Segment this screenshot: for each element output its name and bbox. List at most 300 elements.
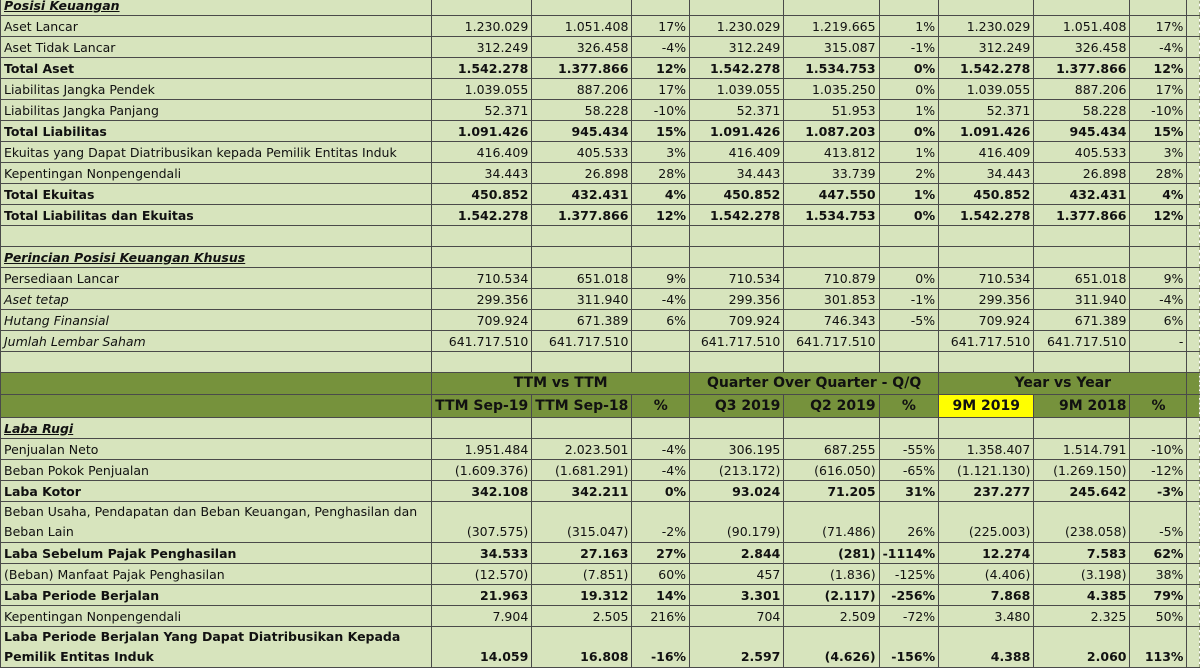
spreadsheet-cell[interactable] bbox=[879, 418, 939, 439]
value-cell[interactable]: 704 bbox=[690, 606, 784, 627]
row-label-cell[interactable]: Liabilitas Jangka Pendek bbox=[1, 79, 432, 100]
value-cell[interactable]: 52.371 bbox=[690, 100, 784, 121]
value-cell[interactable]: 945.434 bbox=[1034, 121, 1130, 142]
row-label-cell[interactable]: Kepentingan Nonpengendali bbox=[1, 606, 432, 627]
spreadsheet-cell[interactable] bbox=[1187, 585, 1200, 606]
value-cell[interactable]: 1.091.426 bbox=[432, 121, 532, 142]
spreadsheet-cell[interactable] bbox=[1130, 0, 1187, 16]
value-cell[interactable]: 301.853 bbox=[784, 289, 879, 310]
value-cell[interactable]: 7.868 bbox=[939, 585, 1034, 606]
spreadsheet-cell[interactable] bbox=[1034, 247, 1130, 268]
value-cell[interactable]: (2.117) bbox=[784, 585, 879, 606]
value-cell[interactable]: 12% bbox=[1130, 58, 1187, 79]
value-cell[interactable]: (1.836) bbox=[784, 564, 879, 585]
spreadsheet-cell[interactable] bbox=[1187, 289, 1200, 310]
value-cell[interactable]: 0% bbox=[879, 79, 939, 100]
row-label-cell[interactable]: Laba Sebelum Pajak Penghasilan bbox=[1, 543, 432, 564]
value-cell[interactable]: 1% bbox=[879, 142, 939, 163]
spreadsheet-cell[interactable] bbox=[1187, 418, 1200, 439]
value-cell[interactable]: 641.717.510 bbox=[432, 331, 532, 352]
row-label-cell[interactable]: Penjualan Neto bbox=[1, 439, 432, 460]
spreadsheet-cell[interactable] bbox=[632, 418, 690, 439]
value-cell[interactable]: 6% bbox=[632, 310, 690, 331]
value-cell[interactable]: 237.277 bbox=[939, 481, 1034, 502]
spreadsheet-cell[interactable] bbox=[432, 247, 532, 268]
value-cell[interactable]: 14.059 bbox=[432, 627, 532, 668]
value-cell[interactable]: 450.852 bbox=[432, 184, 532, 205]
value-cell[interactable]: 1.039.055 bbox=[939, 79, 1034, 100]
spreadsheet-cell[interactable] bbox=[1187, 100, 1200, 121]
value-cell[interactable]: 447.550 bbox=[784, 184, 879, 205]
value-cell[interactable]: 1% bbox=[879, 16, 939, 37]
value-cell[interactable]: 79% bbox=[1130, 585, 1187, 606]
value-cell[interactable] bbox=[879, 331, 939, 352]
row-label-cell[interactable]: Ekuitas yang Dapat Diatribusikan kepada Pemilik Entitas Induk bbox=[1, 142, 432, 163]
value-cell[interactable]: -4% bbox=[632, 37, 690, 58]
value-cell[interactable]: 14% bbox=[632, 585, 690, 606]
value-cell[interactable]: 12.274 bbox=[939, 543, 1034, 564]
spreadsheet-cell[interactable] bbox=[879, 247, 939, 268]
value-cell[interactable]: (90.179) bbox=[690, 502, 784, 543]
value-cell[interactable]: 34.443 bbox=[432, 163, 532, 184]
section-title[interactable]: Perincian Posisi Keuangan Khusus bbox=[1, 247, 432, 268]
spreadsheet-cell[interactable] bbox=[784, 247, 879, 268]
spreadsheet-cell[interactable] bbox=[784, 418, 879, 439]
value-cell[interactable]: 2.844 bbox=[690, 543, 784, 564]
value-cell[interactable]: -5% bbox=[879, 310, 939, 331]
value-cell[interactable]: -65% bbox=[879, 460, 939, 481]
spreadsheet-cell[interactable] bbox=[1, 226, 432, 247]
row-label-cell[interactable]: Laba Periode Berjalan Yang Dapat Diatribusikan Kepada Pemilik Entitas Induk bbox=[1, 627, 432, 668]
value-cell[interactable]: -1% bbox=[879, 289, 939, 310]
spreadsheet-cell[interactable] bbox=[1187, 543, 1200, 564]
spreadsheet-cell[interactable] bbox=[1187, 564, 1200, 585]
value-cell[interactable]: 2.060 bbox=[1034, 627, 1130, 668]
value-cell[interactable]: 311.940 bbox=[532, 289, 632, 310]
value-cell[interactable]: -10% bbox=[632, 100, 690, 121]
value-cell[interactable]: 16.808 bbox=[532, 627, 632, 668]
value-cell[interactable]: 7.904 bbox=[432, 606, 532, 627]
value-cell[interactable]: -12% bbox=[1130, 460, 1187, 481]
value-cell[interactable]: (307.575) bbox=[432, 502, 532, 543]
value-cell[interactable]: (12.570) bbox=[432, 564, 532, 585]
value-cell[interactable]: 113% bbox=[1130, 627, 1187, 668]
value-cell[interactable]: -72% bbox=[879, 606, 939, 627]
value-cell[interactable]: 641.717.510 bbox=[532, 331, 632, 352]
spreadsheet-cell[interactable] bbox=[1187, 373, 1200, 395]
value-cell[interactable]: 651.018 bbox=[532, 268, 632, 289]
section-title[interactable]: Laba Rugi bbox=[1, 418, 432, 439]
value-cell[interactable]: (1.609.376) bbox=[432, 460, 532, 481]
spreadsheet-cell[interactable] bbox=[784, 0, 879, 16]
value-cell[interactable]: 687.255 bbox=[784, 439, 879, 460]
value-cell[interactable]: 306.195 bbox=[690, 439, 784, 460]
value-cell[interactable]: (7.851) bbox=[532, 564, 632, 585]
value-cell[interactable]: 0% bbox=[879, 58, 939, 79]
spreadsheet-cell[interactable] bbox=[939, 418, 1034, 439]
spreadsheet-cell[interactable] bbox=[632, 247, 690, 268]
value-cell[interactable]: 1.219.665 bbox=[784, 16, 879, 37]
value-cell[interactable]: (1.269.150) bbox=[1034, 460, 1130, 481]
spreadsheet-cell[interactable] bbox=[1034, 226, 1130, 247]
spreadsheet-cell[interactable] bbox=[1130, 352, 1187, 373]
value-cell[interactable]: 416.409 bbox=[690, 142, 784, 163]
value-cell[interactable]: 710.534 bbox=[690, 268, 784, 289]
spreadsheet-cell[interactable] bbox=[1, 352, 432, 373]
value-cell[interactable]: 4% bbox=[632, 184, 690, 205]
value-cell[interactable]: (225.003) bbox=[939, 502, 1034, 543]
value-cell[interactable]: -156% bbox=[879, 627, 939, 668]
value-cell[interactable]: 671.389 bbox=[532, 310, 632, 331]
value-cell[interactable]: 52.371 bbox=[939, 100, 1034, 121]
value-cell[interactable]: 311.940 bbox=[1034, 289, 1130, 310]
value-cell[interactable]: 746.343 bbox=[784, 310, 879, 331]
value-cell[interactable]: 641.717.510 bbox=[690, 331, 784, 352]
spreadsheet-cell[interactable] bbox=[1187, 163, 1200, 184]
value-cell[interactable]: 1.051.408 bbox=[532, 16, 632, 37]
value-cell[interactable]: (213.172) bbox=[690, 460, 784, 481]
spreadsheet-cell[interactable] bbox=[1187, 268, 1200, 289]
value-cell[interactable]: 1.542.278 bbox=[432, 205, 532, 226]
spreadsheet-cell[interactable] bbox=[432, 418, 532, 439]
spreadsheet-cell[interactable] bbox=[1187, 142, 1200, 163]
value-cell[interactable]: 315.087 bbox=[784, 37, 879, 58]
value-cell[interactable]: 38% bbox=[1130, 564, 1187, 585]
value-cell[interactable]: 710.534 bbox=[432, 268, 532, 289]
value-cell[interactable]: 342.211 bbox=[532, 481, 632, 502]
value-cell[interactable]: 299.356 bbox=[690, 289, 784, 310]
spreadsheet-cell[interactable] bbox=[784, 226, 879, 247]
value-cell[interactable]: 1.542.278 bbox=[690, 58, 784, 79]
value-cell[interactable]: 12% bbox=[632, 205, 690, 226]
value-cell[interactable]: 342.108 bbox=[432, 481, 532, 502]
value-cell[interactable]: 1.035.250 bbox=[784, 79, 879, 100]
spreadsheet-cell[interactable] bbox=[1187, 226, 1200, 247]
value-cell[interactable]: 6% bbox=[1130, 310, 1187, 331]
value-cell[interactable]: 12% bbox=[1130, 205, 1187, 226]
value-cell[interactable]: 9% bbox=[1130, 268, 1187, 289]
value-cell[interactable]: 1.039.055 bbox=[690, 79, 784, 100]
value-cell[interactable]: 2% bbox=[879, 163, 939, 184]
value-cell[interactable]: 450.852 bbox=[690, 184, 784, 205]
spreadsheet-cell[interactable] bbox=[1130, 226, 1187, 247]
value-cell[interactable]: 1.951.484 bbox=[432, 439, 532, 460]
value-cell[interactable]: 2.325 bbox=[1034, 606, 1130, 627]
spreadsheet-cell[interactable] bbox=[939, 247, 1034, 268]
value-cell[interactable]: -1114% bbox=[879, 543, 939, 564]
value-cell[interactable]: 887.206 bbox=[1034, 79, 1130, 100]
spreadsheet-cell[interactable] bbox=[1187, 205, 1200, 226]
value-cell[interactable]: 245.642 bbox=[1034, 481, 1130, 502]
value-cell[interactable]: -4% bbox=[632, 439, 690, 460]
value-cell[interactable]: 3.301 bbox=[690, 585, 784, 606]
value-cell[interactable]: 1% bbox=[879, 100, 939, 121]
value-cell[interactable]: 416.409 bbox=[432, 142, 532, 163]
value-cell[interactable]: 0% bbox=[879, 205, 939, 226]
row-label-cell[interactable]: Kepentingan Nonpengendali bbox=[1, 163, 432, 184]
value-cell[interactable]: 312.249 bbox=[432, 37, 532, 58]
value-cell[interactable]: 1.091.426 bbox=[939, 121, 1034, 142]
row-label-cell[interactable]: Beban Usaha, Pendapatan dan Beban Keuangan, Penghasilan dan Beban Lain bbox=[1, 502, 432, 543]
value-cell[interactable]: 0% bbox=[879, 121, 939, 142]
value-cell[interactable]: 299.356 bbox=[432, 289, 532, 310]
value-cell[interactable]: (281) bbox=[784, 543, 879, 564]
value-cell[interactable]: -4% bbox=[1130, 37, 1187, 58]
value-cell[interactable]: 1.358.407 bbox=[939, 439, 1034, 460]
value-cell[interactable]: 15% bbox=[1130, 121, 1187, 142]
value-cell[interactable]: (4.406) bbox=[939, 564, 1034, 585]
spreadsheet-cell[interactable] bbox=[690, 247, 784, 268]
section-title[interactable]: Posisi Keuangan bbox=[1, 0, 432, 16]
spreadsheet-cell[interactable] bbox=[690, 0, 784, 16]
spreadsheet-cell[interactable] bbox=[432, 0, 532, 16]
value-cell[interactable]: 413.812 bbox=[784, 142, 879, 163]
value-cell[interactable]: 2.597 bbox=[690, 627, 784, 668]
spreadsheet-cell[interactable] bbox=[532, 247, 632, 268]
value-cell[interactable]: 671.389 bbox=[1034, 310, 1130, 331]
spreadsheet-cell[interactable] bbox=[939, 226, 1034, 247]
row-label-cell[interactable]: Beban Pokok Penjualan bbox=[1, 460, 432, 481]
value-cell[interactable]: 450.852 bbox=[939, 184, 1034, 205]
value-cell[interactable]: 62% bbox=[1130, 543, 1187, 564]
value-cell[interactable]: 71.205 bbox=[784, 481, 879, 502]
row-label-cell[interactable]: Laba Periode Berjalan bbox=[1, 585, 432, 606]
row-label-cell[interactable]: (Beban) Manfaat Pajak Penghasilan bbox=[1, 564, 432, 585]
value-cell[interactable]: (3.198) bbox=[1034, 564, 1130, 585]
value-cell[interactable]: 60% bbox=[632, 564, 690, 585]
value-cell[interactable]: 887.206 bbox=[532, 79, 632, 100]
value-cell[interactable]: 709.924 bbox=[432, 310, 532, 331]
spreadsheet-cell[interactable] bbox=[1187, 0, 1200, 16]
value-cell[interactable]: 1.377.866 bbox=[1034, 58, 1130, 79]
value-cell[interactable]: 1.230.029 bbox=[432, 16, 532, 37]
value-cell[interactable]: (315.047) bbox=[532, 502, 632, 543]
value-cell[interactable]: 1.534.753 bbox=[784, 58, 879, 79]
spreadsheet-cell[interactable] bbox=[1187, 58, 1200, 79]
value-cell[interactable]: 93.024 bbox=[690, 481, 784, 502]
value-cell[interactable]: -55% bbox=[879, 439, 939, 460]
value-cell[interactable]: 3.480 bbox=[939, 606, 1034, 627]
spreadsheet-cell[interactable] bbox=[1187, 627, 1200, 668]
value-cell[interactable]: 4.385 bbox=[1034, 585, 1130, 606]
value-cell[interactable]: 1.377.866 bbox=[532, 58, 632, 79]
value-cell[interactable]: 0% bbox=[879, 268, 939, 289]
spreadsheet-cell[interactable] bbox=[879, 226, 939, 247]
value-cell[interactable]: -4% bbox=[1130, 289, 1187, 310]
spreadsheet-cell[interactable] bbox=[1034, 352, 1130, 373]
value-cell[interactable]: (1.121.130) bbox=[939, 460, 1034, 481]
value-cell[interactable]: 2.023.501 bbox=[532, 439, 632, 460]
spreadsheet-cell[interactable] bbox=[532, 352, 632, 373]
value-cell[interactable]: 709.924 bbox=[690, 310, 784, 331]
value-cell[interactable]: 28% bbox=[632, 163, 690, 184]
value-cell[interactable]: 641.717.510 bbox=[784, 331, 879, 352]
value-cell[interactable]: 432.431 bbox=[532, 184, 632, 205]
value-cell[interactable]: 641.717.510 bbox=[1034, 331, 1130, 352]
value-cell[interactable]: 326.458 bbox=[1034, 37, 1130, 58]
value-cell[interactable]: 17% bbox=[632, 16, 690, 37]
value-cell[interactable]: - bbox=[1130, 331, 1187, 352]
value-cell[interactable] bbox=[632, 331, 690, 352]
row-label-cell[interactable]: Aset Lancar bbox=[1, 16, 432, 37]
value-cell[interactable]: 709.924 bbox=[939, 310, 1034, 331]
value-cell[interactable]: 1.534.753 bbox=[784, 205, 879, 226]
value-cell[interactable]: 12% bbox=[632, 58, 690, 79]
value-cell[interactable]: 17% bbox=[1130, 79, 1187, 100]
spreadsheet-cell[interactable] bbox=[632, 352, 690, 373]
value-cell[interactable]: 1.542.278 bbox=[690, 205, 784, 226]
value-cell[interactable]: (71.486) bbox=[784, 502, 879, 543]
value-cell[interactable]: 21.963 bbox=[432, 585, 532, 606]
value-cell[interactable]: 34.443 bbox=[939, 163, 1034, 184]
spreadsheet-cell[interactable] bbox=[1187, 481, 1200, 502]
value-cell[interactable]: (238.058) bbox=[1034, 502, 1130, 543]
value-cell[interactable]: 1.230.029 bbox=[690, 16, 784, 37]
value-cell[interactable]: -125% bbox=[879, 564, 939, 585]
spreadsheet-cell[interactable] bbox=[879, 352, 939, 373]
value-cell[interactable]: -256% bbox=[879, 585, 939, 606]
value-cell[interactable]: 3% bbox=[632, 142, 690, 163]
value-cell[interactable]: -5% bbox=[1130, 502, 1187, 543]
value-cell[interactable]: 1.039.055 bbox=[432, 79, 532, 100]
value-cell[interactable]: -10% bbox=[1130, 439, 1187, 460]
spreadsheet-cell[interactable] bbox=[532, 226, 632, 247]
value-cell[interactable]: 2.509 bbox=[784, 606, 879, 627]
value-cell[interactable]: 651.018 bbox=[1034, 268, 1130, 289]
spreadsheet-cell[interactable] bbox=[1187, 502, 1200, 543]
spreadsheet-cell[interactable] bbox=[1187, 184, 1200, 205]
value-cell[interactable]: 0% bbox=[632, 481, 690, 502]
spreadsheet-cell[interactable] bbox=[432, 226, 532, 247]
value-cell[interactable]: 4.388 bbox=[939, 627, 1034, 668]
spreadsheet-cell[interactable] bbox=[632, 226, 690, 247]
spreadsheet-cell[interactable] bbox=[532, 418, 632, 439]
value-cell[interactable]: 1.091.426 bbox=[690, 121, 784, 142]
value-cell[interactable]: 58.228 bbox=[1034, 100, 1130, 121]
row-label-cell[interactable]: Liabilitas Jangka Panjang bbox=[1, 100, 432, 121]
value-cell[interactable]: -4% bbox=[632, 460, 690, 481]
value-cell[interactable]: 1.230.029 bbox=[939, 16, 1034, 37]
spreadsheet-cell[interactable] bbox=[1187, 606, 1200, 627]
spreadsheet-cell[interactable] bbox=[690, 418, 784, 439]
value-cell[interactable]: 312.249 bbox=[939, 37, 1034, 58]
value-cell[interactable]: 1.542.278 bbox=[939, 58, 1034, 79]
value-cell[interactable]: 4% bbox=[1130, 184, 1187, 205]
value-cell[interactable]: 52.371 bbox=[432, 100, 532, 121]
value-cell[interactable]: 17% bbox=[632, 79, 690, 100]
spreadsheet-cell[interactable] bbox=[690, 352, 784, 373]
value-cell[interactable]: 34.533 bbox=[432, 543, 532, 564]
spreadsheet-cell[interactable] bbox=[1187, 310, 1200, 331]
value-cell[interactable]: 1% bbox=[879, 184, 939, 205]
value-cell[interactable]: 312.249 bbox=[690, 37, 784, 58]
value-cell[interactable]: 3% bbox=[1130, 142, 1187, 163]
spreadsheet-cell[interactable] bbox=[879, 0, 939, 16]
value-cell[interactable]: -3% bbox=[1130, 481, 1187, 502]
value-cell[interactable]: 432.431 bbox=[1034, 184, 1130, 205]
value-cell[interactable]: -16% bbox=[632, 627, 690, 668]
spreadsheet-cell[interactable] bbox=[939, 352, 1034, 373]
value-cell[interactable]: 710.879 bbox=[784, 268, 879, 289]
row-label-cell[interactable]: Aset tetap bbox=[1, 289, 432, 310]
value-cell[interactable]: 1.377.866 bbox=[532, 205, 632, 226]
spreadsheet-cell[interactable] bbox=[1187, 247, 1200, 268]
value-cell[interactable]: 7.583 bbox=[1034, 543, 1130, 564]
value-cell[interactable]: 31% bbox=[879, 481, 939, 502]
row-label-cell[interactable]: Hutang Finansial bbox=[1, 310, 432, 331]
value-cell[interactable]: 457 bbox=[690, 564, 784, 585]
spreadsheet-cell[interactable] bbox=[1187, 79, 1200, 100]
value-cell[interactable]: 33.739 bbox=[784, 163, 879, 184]
row-label-cell[interactable]: Total Aset bbox=[1, 58, 432, 79]
value-cell[interactable]: 1.542.278 bbox=[939, 205, 1034, 226]
value-cell[interactable]: 27% bbox=[632, 543, 690, 564]
spreadsheet-cell[interactable] bbox=[1034, 0, 1130, 16]
value-cell[interactable]: 19.312 bbox=[532, 585, 632, 606]
row-label-cell[interactable]: Total Liabilitas dan Ekuitas bbox=[1, 205, 432, 226]
spreadsheet-cell[interactable] bbox=[939, 0, 1034, 16]
value-cell[interactable]: 58.228 bbox=[532, 100, 632, 121]
spreadsheet-cell[interactable] bbox=[1187, 439, 1200, 460]
value-cell[interactable]: 1.514.791 bbox=[1034, 439, 1130, 460]
value-cell[interactable]: 2.505 bbox=[532, 606, 632, 627]
value-cell[interactable]: 15% bbox=[632, 121, 690, 142]
value-cell[interactable]: 405.533 bbox=[532, 142, 632, 163]
value-cell[interactable]: 641.717.510 bbox=[939, 331, 1034, 352]
spreadsheet-cell[interactable] bbox=[532, 0, 632, 16]
value-cell[interactable]: -1% bbox=[879, 37, 939, 58]
value-cell[interactable]: 326.458 bbox=[532, 37, 632, 58]
value-cell[interactable]: 1.542.278 bbox=[432, 58, 532, 79]
row-label-cell[interactable]: Jumlah Lembar Saham bbox=[1, 331, 432, 352]
spreadsheet-cell[interactable] bbox=[1130, 418, 1187, 439]
value-cell[interactable]: (4.626) bbox=[784, 627, 879, 668]
value-cell[interactable]: 710.534 bbox=[939, 268, 1034, 289]
spreadsheet-cell[interactable] bbox=[1187, 331, 1200, 352]
value-cell[interactable]: 9% bbox=[632, 268, 690, 289]
spreadsheet-cell[interactable] bbox=[1034, 418, 1130, 439]
row-label-cell[interactable]: Total Liabilitas bbox=[1, 121, 432, 142]
value-cell[interactable]: 1.087.203 bbox=[784, 121, 879, 142]
spreadsheet-cell[interactable] bbox=[632, 0, 690, 16]
row-label-cell[interactable]: Persediaan Lancar bbox=[1, 268, 432, 289]
value-cell[interactable]: -4% bbox=[632, 289, 690, 310]
value-cell[interactable]: (1.681.291) bbox=[532, 460, 632, 481]
spreadsheet-cell[interactable] bbox=[1187, 395, 1200, 418]
value-cell[interactable]: -10% bbox=[1130, 100, 1187, 121]
value-cell[interactable]: 416.409 bbox=[939, 142, 1034, 163]
value-cell[interactable]: 26.898 bbox=[1034, 163, 1130, 184]
value-cell[interactable]: -2% bbox=[632, 502, 690, 543]
value-cell[interactable]: 17% bbox=[1130, 16, 1187, 37]
value-cell[interactable]: 216% bbox=[632, 606, 690, 627]
row-label-cell[interactable]: Total Ekuitas bbox=[1, 184, 432, 205]
spreadsheet-cell[interactable] bbox=[1130, 247, 1187, 268]
value-cell[interactable]: 1.051.408 bbox=[1034, 16, 1130, 37]
value-cell[interactable]: 299.356 bbox=[939, 289, 1034, 310]
value-cell[interactable]: 28% bbox=[1130, 163, 1187, 184]
spreadsheet-cell[interactable] bbox=[1187, 121, 1200, 142]
spreadsheet-cell[interactable] bbox=[432, 352, 532, 373]
spreadsheet-cell[interactable] bbox=[784, 352, 879, 373]
spreadsheet-cell[interactable] bbox=[1187, 16, 1200, 37]
value-cell[interactable]: 405.533 bbox=[1034, 142, 1130, 163]
value-cell[interactable]: 50% bbox=[1130, 606, 1187, 627]
value-cell[interactable]: 26% bbox=[879, 502, 939, 543]
value-cell[interactable]: 34.443 bbox=[690, 163, 784, 184]
value-cell[interactable]: (616.050) bbox=[784, 460, 879, 481]
spreadsheet-cell[interactable] bbox=[690, 226, 784, 247]
